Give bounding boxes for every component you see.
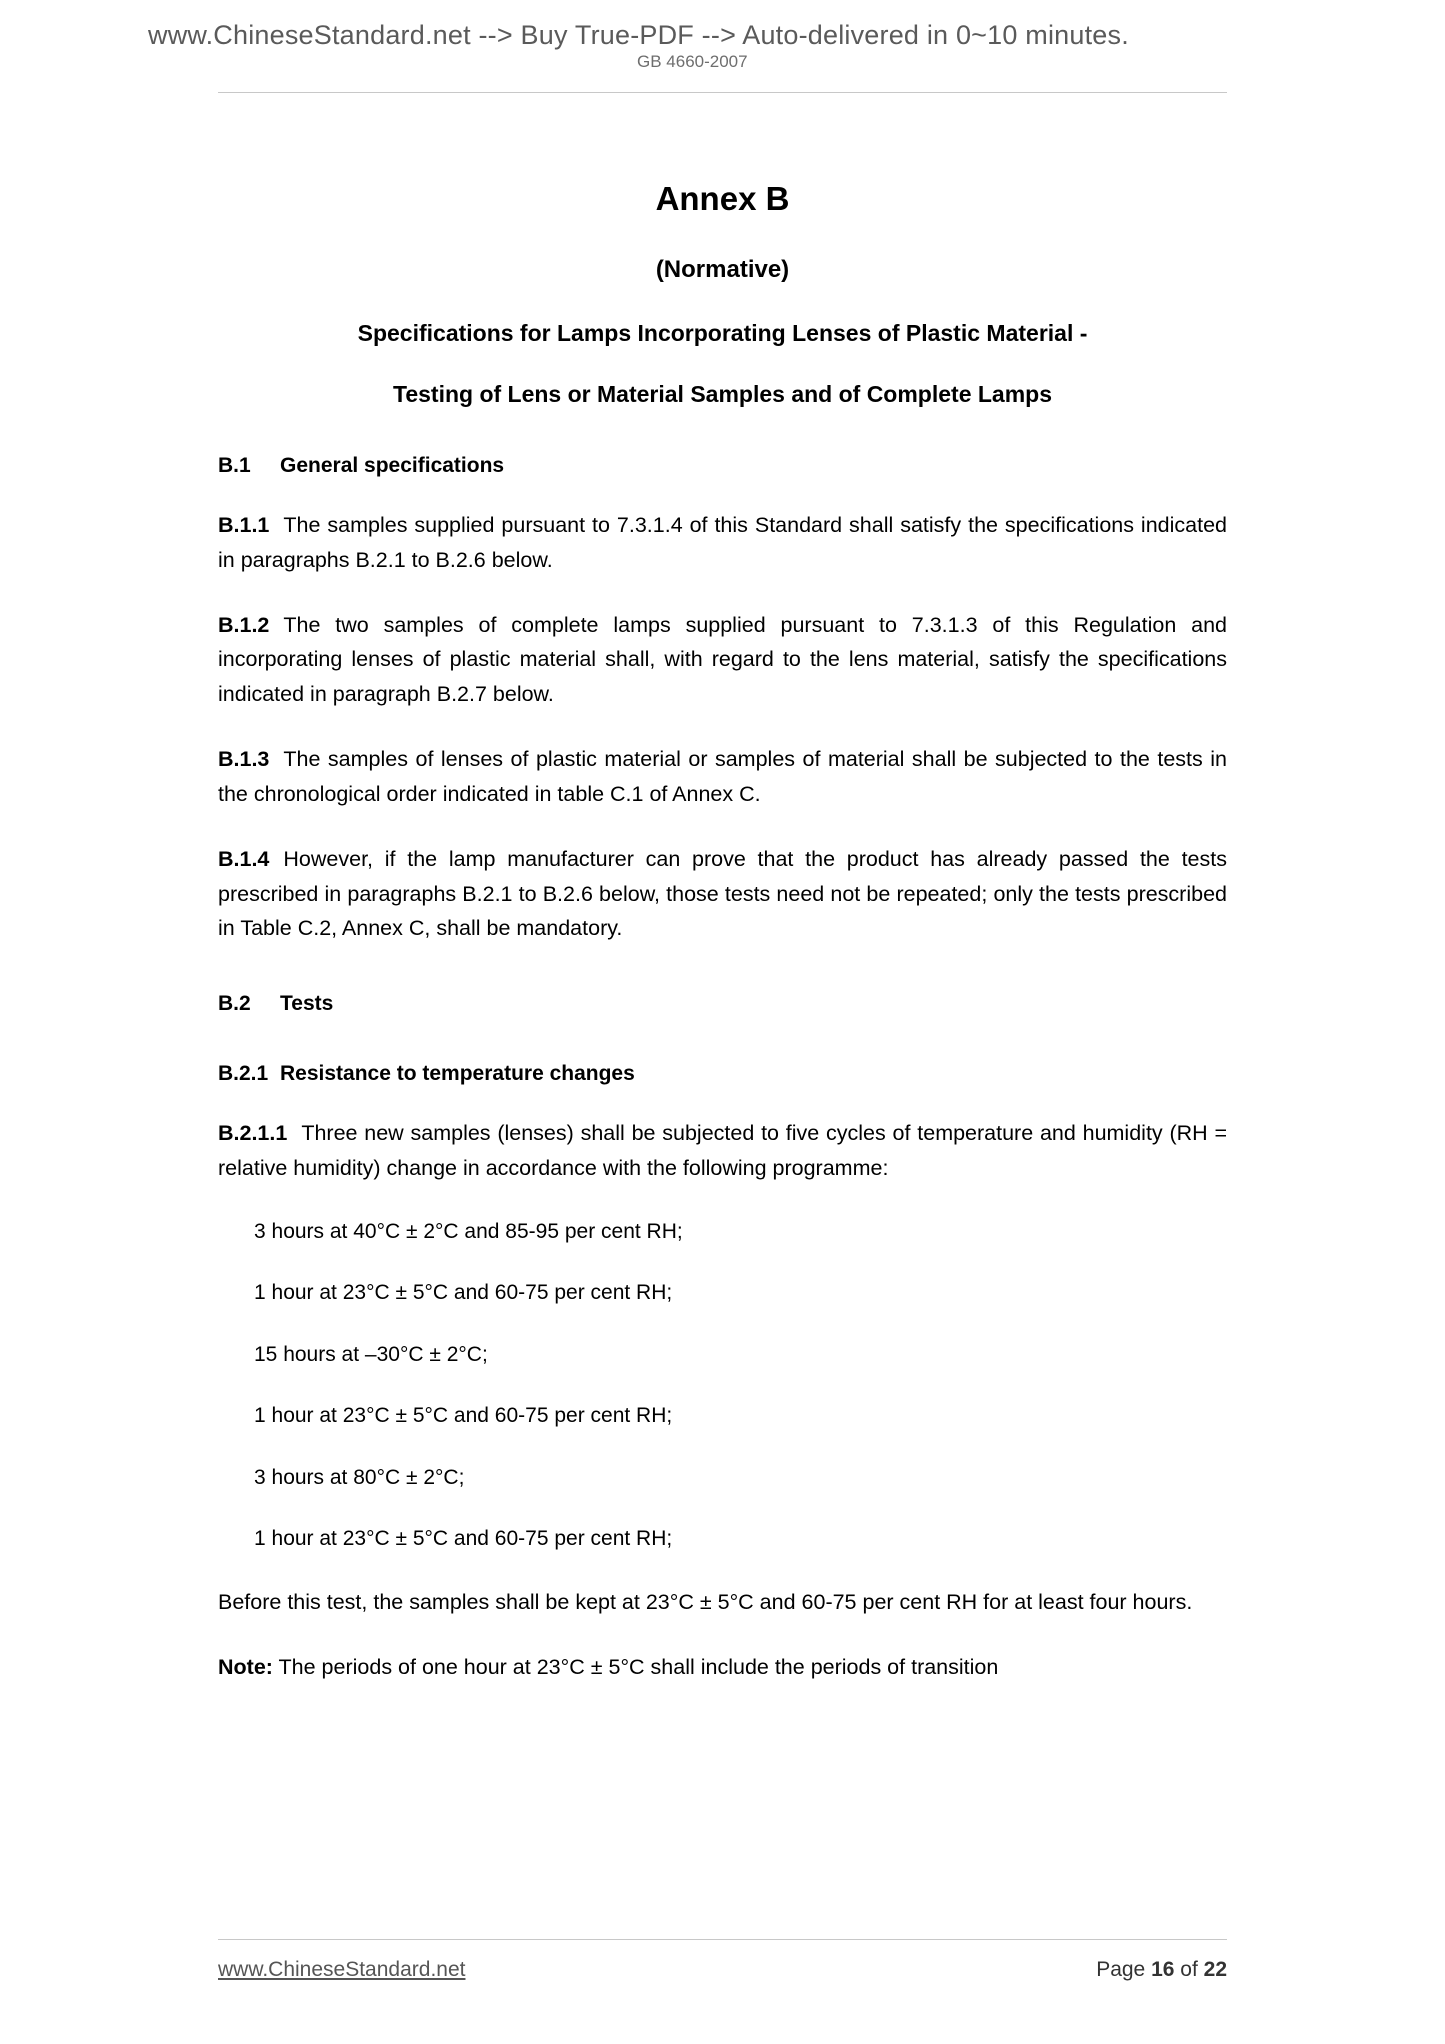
page-header	[0, 0, 1445, 118]
annex-description-line1: Specifications for Lamps Incorporating Lenses of Plastic Material -	[357, 320, 1088, 346]
list-item: 3 hours at 40°C ± 2°C and 85-95 per cent RH;	[254, 1219, 683, 1243]
paragraph-label-b211: B.2.1.1	[218, 1121, 288, 1146]
list-item: 1 hour at 23°C ± 5°C and 60-75 per cent RH;	[254, 1404, 673, 1428]
annex-description-line2: Testing of Lens or Material Samples and of Complete Lamps	[392, 381, 1053, 407]
list-item: 1 hour at 23°C ± 5°C and 60-75 per cent RH;	[254, 1527, 673, 1551]
annex-subtitle: (Normative)	[655, 256, 790, 283]
document-content	[0, 180, 1445, 1685]
paragraph-label-b12: B.1.2	[218, 612, 270, 637]
list-item: 15 hours at –30°C ± 2°C;	[254, 1342, 488, 1366]
section-heading-b2	[218, 992, 1227, 1016]
section-title-b2: Tests	[280, 992, 334, 1016]
section-heading-b21	[218, 1062, 1227, 1086]
section-number-b1: B.1	[218, 454, 251, 477]
annex-title: Annex B	[655, 180, 790, 217]
page-current-number: 16	[1151, 1958, 1175, 1981]
section-title-b1: General specifications	[280, 454, 505, 477]
list-item: 3 hours at 80°C ± 2°C;	[254, 1465, 465, 1489]
page-number	[1096, 1958, 1227, 1982]
page-of-label: of	[1180, 1958, 1198, 1981]
page-footer	[218, 1939, 1227, 1982]
document-identifier: GB 4660-2007	[637, 52, 748, 71]
paragraph-b12	[218, 608, 1227, 712]
section-heading-b1	[218, 454, 1227, 478]
paragraph-b211	[218, 1116, 1227, 1186]
page-total-number: 22	[1203, 1958, 1227, 1981]
paragraph-label-b14: B.1.4	[218, 846, 270, 871]
paragraph-text-b13: The samples of lenses of plastic material or samples of material shall be subjected to the tests in the chronological order indicated in table C.1 of Annex C.	[218, 747, 1227, 806]
paragraph-text-b14: However, if the lamp manufacturer can prove that the product has already passed the tests prescribed in paragraphs B.2.1 to B.2.6 below, those tests need not be repeated; only the tests prescribed in Table C.2, Annex C, shall be mandatory.	[218, 846, 1227, 941]
list-item: 1 hour at 23°C ± 5°C and 60-75 per cent RH;	[254, 1281, 673, 1305]
note-label: Note:	[218, 1654, 273, 1679]
section-number-b21: B.2.1	[218, 1062, 269, 1086]
paragraph-b11	[218, 508, 1227, 578]
promo-banner-text: www.ChineseStandard.net --> Buy True-PDF --> Auto-delivered in 0~10 minutes.	[148, 20, 1129, 50]
paragraph-label-b11: B.1.1	[218, 513, 270, 537]
footer-divider	[218, 1939, 1227, 1940]
note-text: The periods of one hour at 23°C ± 5°C shall include the periods of transition	[278, 1654, 999, 1679]
page-prefix-label: Page	[1096, 1958, 1146, 1981]
section-number-b2: B.2	[218, 992, 251, 1016]
section-title-b21: Resistance to temperature changes	[280, 1062, 635, 1086]
paragraph-text-b211: Three new samples (lenses) shall be subjected to five cycles of temperature and humidity (RH = relative humidity) change in accordance with the following programme:	[218, 1121, 1227, 1181]
paragraph-b13	[218, 742, 1227, 812]
paragraph-note	[218, 1650, 1227, 1685]
header-divider	[218, 92, 1227, 93]
paragraph-text-b11: The samples supplied pursuant to 7.3.1.4 of this Standard shall satisfy the specifications indicated in paragraphs B.2.1 to B.2.6 below.	[218, 513, 1227, 572]
paragraph-text-b12: The two samples of complete lamps supplied pursuant to 7.3.1.3 of this Regulation and incorporating lenses of plastic material shall, with regard to the lens material, satisfy the specifications indicated in paragraph B.2.7 below.	[218, 612, 1227, 707]
paragraph-label-b13: B.1.3	[218, 747, 270, 772]
footer-site-link[interactable]: www.ChineseStandard.net	[218, 1958, 466, 1981]
paragraph-before-test: Before this test, the samples shall be kept at 23°C ± 5°C and 60-75 per cent RH for at least four hours.	[218, 1589, 1193, 1614]
paragraph-b14	[218, 842, 1227, 946]
